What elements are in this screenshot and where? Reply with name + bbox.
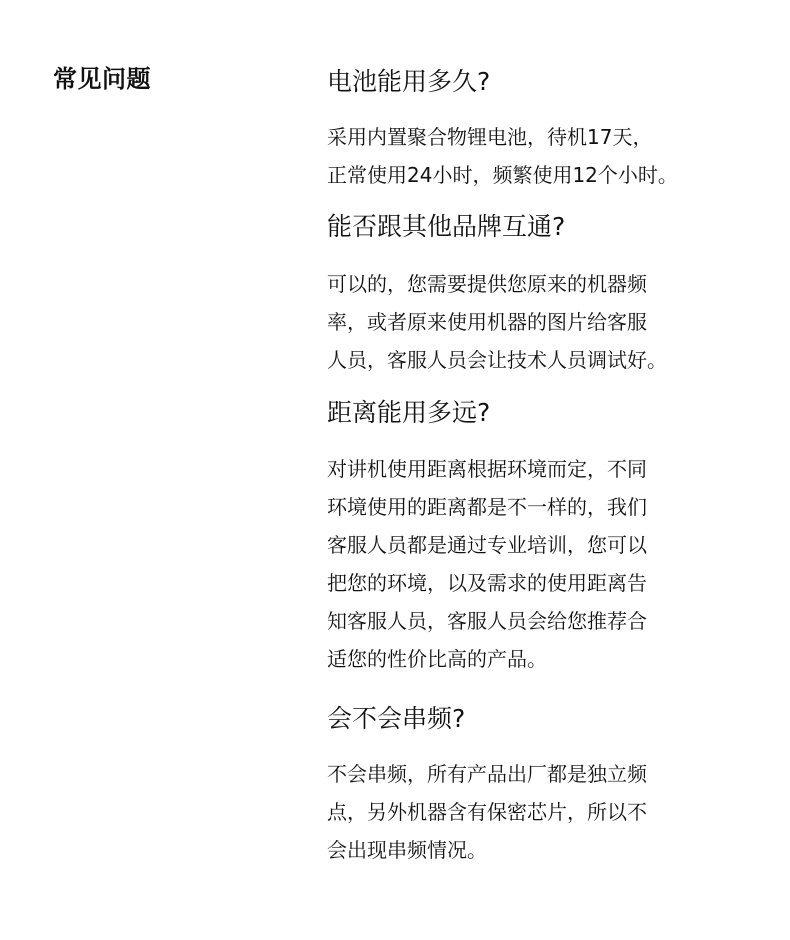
faq-answer-line: 正常使用24小时，频繁使用12个小时。 bbox=[327, 163, 678, 187]
faq-answer-line: 对讲机使用距离根据环境而定，不同 bbox=[327, 457, 647, 481]
faq-question: 距离能用多远? bbox=[327, 398, 491, 427]
faq-answer-line: 把您的环境，以及需求的使用距离告 bbox=[327, 571, 647, 595]
faq-question: 能否跟其他品牌互通? bbox=[327, 212, 566, 241]
faq-answer-line: 客服人员都是通过专业培训，您可以 bbox=[327, 533, 647, 557]
faq-question: 电池能用多久? bbox=[327, 67, 491, 96]
faq-answer-line: 适您的性价比高的产品。 bbox=[327, 647, 547, 671]
faq-answer-line: 可以的，您需要提供您原来的机器频 bbox=[327, 272, 647, 296]
faq-answer bbox=[327, 265, 767, 379]
faq-answer-line: 环境使用的距离都是不一样的，我们 bbox=[327, 495, 647, 519]
faq-item bbox=[327, 64, 767, 194]
faq-answer-line: 率，或者原来使用机器的图片给客服 bbox=[327, 310, 647, 334]
faq-item bbox=[327, 395, 767, 678]
faq-item bbox=[327, 701, 767, 869]
section-title: 常见问题 bbox=[53, 65, 151, 93]
faq-answer bbox=[327, 755, 767, 869]
faq-answer-line: 采用内置聚合物锂电池，待机17天， bbox=[327, 125, 653, 149]
faq-list bbox=[327, 64, 767, 869]
faq-answer-line: 点，另外机器含有保密芯片，所以不 bbox=[327, 800, 647, 824]
faq-answer-line: 不会串频，所有产品出厂都是独立频 bbox=[327, 762, 647, 786]
faq-answer bbox=[327, 118, 767, 194]
faq-question: 会不会串频? bbox=[327, 704, 466, 733]
faq-item bbox=[327, 209, 767, 379]
faq-answer-line: 知客服人员，客服人员会给您推荐合 bbox=[327, 609, 647, 633]
faq-answer bbox=[327, 450, 767, 678]
faq-answer-line: 人员，客服人员会让技术人员调试好。 bbox=[327, 348, 667, 372]
faq-answer-line: 会出现串频情况。 bbox=[327, 838, 487, 862]
